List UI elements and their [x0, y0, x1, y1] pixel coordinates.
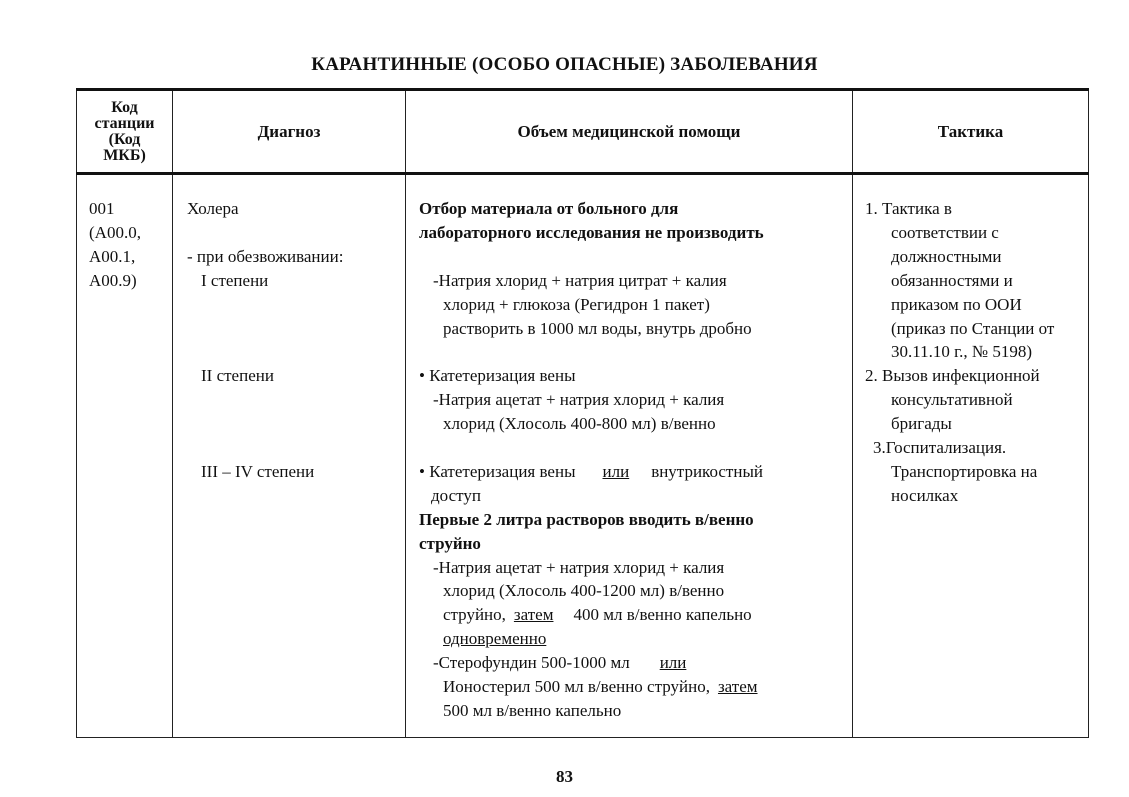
- tactics-line: консультативной: [891, 390, 1013, 410]
- treatment-bullet: • Катетеризация вены: [419, 366, 576, 386]
- treatment-line: хлорид (Хлосоль 400-800 мл) в/венно: [443, 414, 716, 434]
- bolus-note: Первые 2 литра растворов вводить в/венно: [419, 509, 754, 529]
- treatment-text: струйно,: [443, 605, 506, 625]
- treatment-line: растворить в 1000 мл воды, внутрь дробно: [443, 318, 752, 338]
- header-code-line: МКБ): [103, 146, 146, 164]
- treatment-text: внутрикостный: [651, 461, 763, 481]
- diagnosis-dehydration: - при обезвоживании:: [187, 246, 344, 266]
- header-code-line: станции: [94, 114, 155, 132]
- header-station-code: [77, 90, 173, 174]
- header-code-line: Код: [111, 98, 138, 116]
- treatment-line: 500 мл в/венно капельно: [443, 700, 622, 720]
- header-diagnosis: Диагноз: [173, 90, 406, 174]
- lab-sampling-note: лабораторного исследования не производить: [419, 222, 764, 242]
- header-medical-volume: Объем медицинской помощи: [406, 90, 853, 174]
- tactics-line: 1. Тактика в: [865, 199, 952, 218]
- cell-tactics: [853, 174, 1089, 738]
- cell-station-code: [77, 174, 173, 738]
- tactics-line: обязанностями и: [891, 270, 1013, 290]
- tactics-line: приказом по ООИ: [891, 294, 1022, 314]
- code-line: А00.1,: [89, 246, 136, 266]
- then-underlined: затем: [513, 605, 554, 625]
- tactics-line: бригады: [891, 414, 952, 434]
- tactics-line: Транспортировка на: [891, 461, 1038, 481]
- code-line: 001: [89, 199, 115, 218]
- tactics-line: 2. Вызов инфекционной: [865, 366, 1040, 386]
- tactics-line: (приказ по Станции от: [891, 318, 1055, 338]
- header-tactics: Тактика: [853, 90, 1089, 174]
- treatment-line: -Натрия ацетат + натрия хлорид + калия: [433, 390, 725, 410]
- diagnosis-degree-1: I степени: [201, 270, 269, 290]
- lab-sampling-note: Отбор материала от больного для: [419, 199, 679, 218]
- treatment-line: хлорид + глюкоза (Регидрон 1 пакет): [443, 294, 710, 314]
- tactics-line: должностными: [891, 246, 1002, 266]
- treatment-line: доступ: [431, 485, 481, 505]
- treatment-bullet: [419, 460, 846, 484]
- treatment-line: [419, 675, 846, 699]
- tactics-line: 30.11.10 г., № 5198): [891, 342, 1033, 362]
- simultaneously-underlined: одновременно: [443, 629, 547, 649]
- then-underlined: затем: [717, 677, 758, 697]
- diagnosis-name: Холера: [187, 199, 239, 218]
- or-underlined: или: [602, 461, 630, 481]
- bolus-note: струйно: [419, 533, 481, 553]
- table-row: [77, 174, 1089, 738]
- treatment-line: [419, 651, 846, 675]
- diagnosis-degree-3-4: III – IV степени: [201, 461, 315, 481]
- tactics-line: 3.Госпитализация.: [873, 438, 1007, 458]
- or-underlined: или: [659, 653, 687, 673]
- tactics-line: соответствии с: [891, 222, 999, 242]
- header-code-line: (Код: [108, 130, 141, 148]
- treatment-line: -Натрия ацетат + натрия хлорид + калия: [433, 557, 725, 577]
- cell-medical-volume: [406, 174, 853, 738]
- treatment-text: 400 мл в/венно капельно: [573, 605, 752, 625]
- treatment-text: -Стерофундин 500-1000 мл: [433, 653, 630, 673]
- treatment-line: -Натрия хлорид + натрия цитрат + калия: [433, 270, 727, 290]
- treatment-text: Ионостерил 500 мл в/венно струйно,: [443, 677, 710, 697]
- diagnosis-degree-2: II степени: [201, 366, 274, 386]
- treatment-line: [419, 603, 846, 627]
- treatment-line: хлорид (Хлосоль 400-1200 мл) в/венно: [443, 581, 725, 601]
- page-title: КАРАНТИННЫЕ (ОСОБО ОПАСНЫЕ) ЗАБОЛЕВАНИЯ: [311, 54, 818, 75]
- code-line: А00.9): [89, 270, 137, 290]
- table-header-row: [77, 90, 1089, 174]
- cell-diagnosis: [173, 174, 406, 738]
- tactics-line: носилках: [891, 485, 959, 505]
- treatment-text: • Катетеризация вены: [419, 461, 576, 481]
- code-line: (А00.0,: [89, 222, 141, 242]
- diseases-table: [76, 88, 1089, 738]
- page-number: 83: [556, 767, 573, 786]
